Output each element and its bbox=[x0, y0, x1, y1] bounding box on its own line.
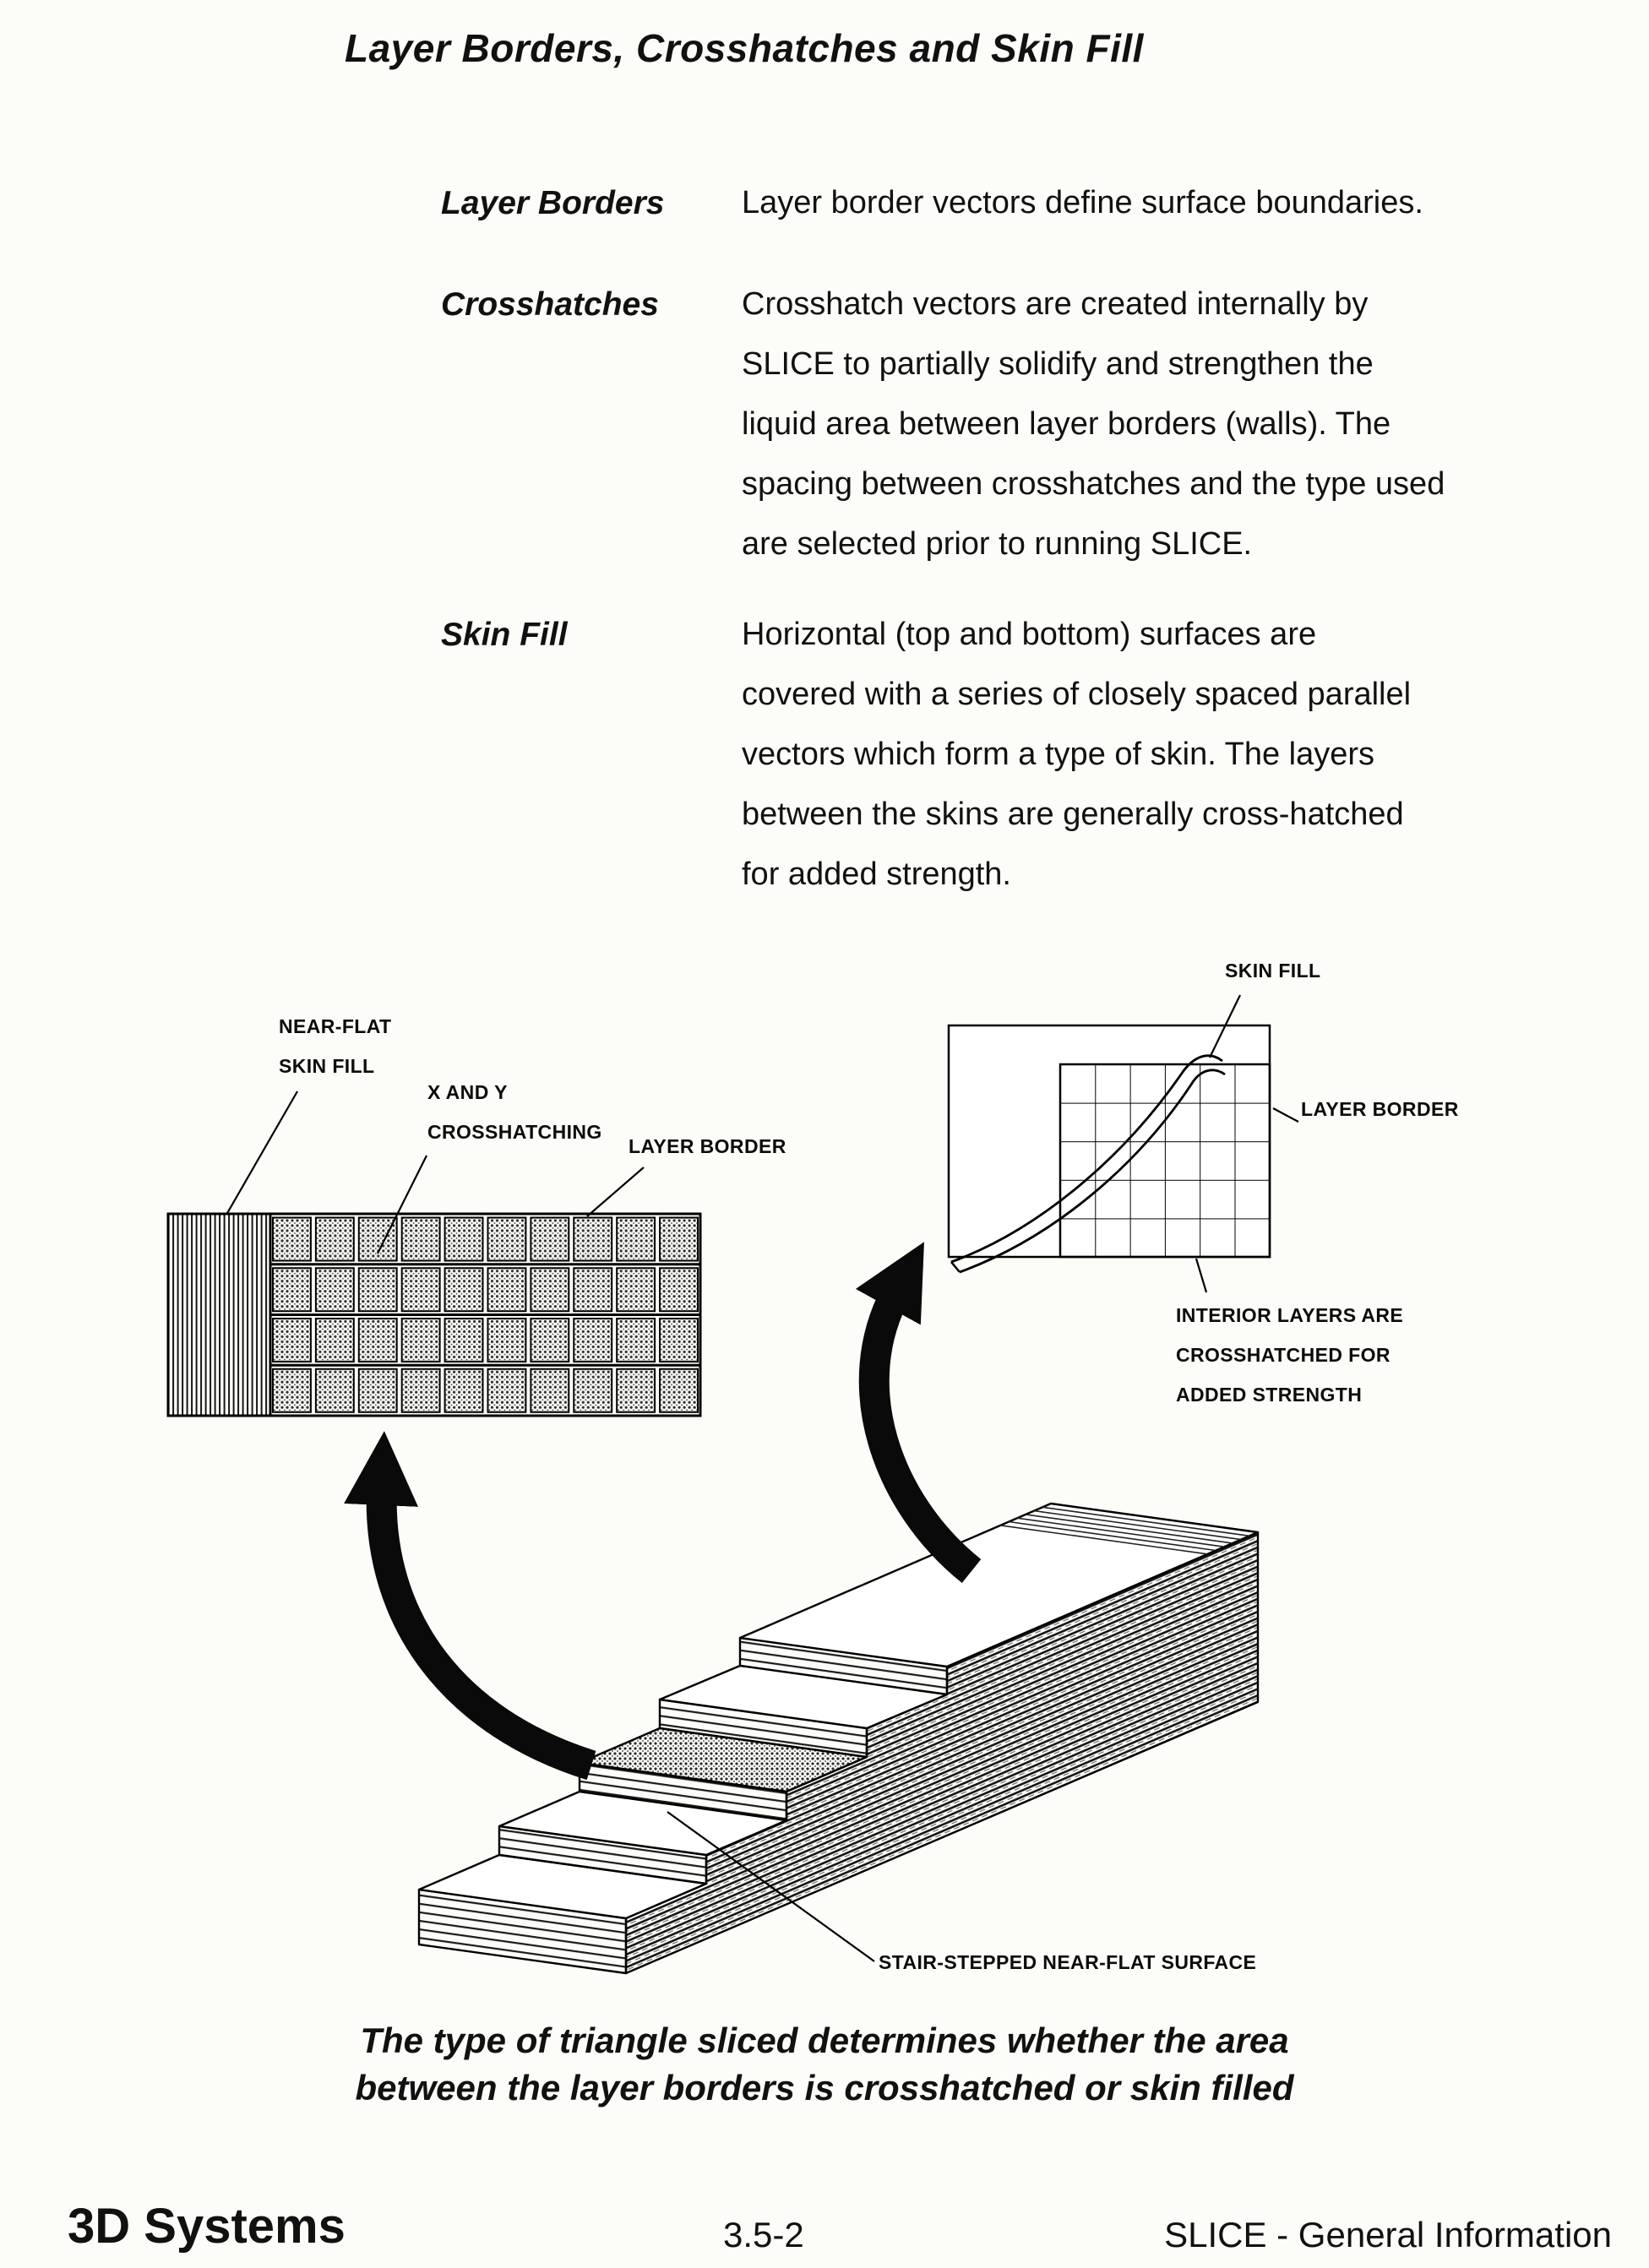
footer-page-number: 3.5-2 bbox=[723, 2215, 804, 2254]
definition-text: Horizontal (top and bottom) surfaces are covered with a series of closely spaced parallel vectors which form a type of skin. The layers between the skins are generally cross-hatched for added strength. bbox=[742, 617, 1412, 892]
label-x-and-y-crosshatching: X AND Y CROSSHATCHING bbox=[427, 1081, 602, 1143]
curved-arrow-to-left-detail bbox=[382, 1487, 591, 1765]
label-layer-border-left: LAYER BORDER bbox=[629, 1135, 786, 1157]
label-skin-fill: SKIN FILL bbox=[1225, 960, 1321, 982]
label-interior-layers: INTERIOR LAYERS ARE CROSSHATCHED FOR ADDED STRENGTH bbox=[1176, 1304, 1404, 1406]
figure-caption: The type of triangle sliced determines whether the area between the layer borders is crosshatched or skin filled bbox=[355, 2021, 1294, 2108]
definition-term: Layer Borders bbox=[441, 185, 665, 221]
skin-fill-curve-cap bbox=[951, 1262, 960, 1272]
leader-layer-border-right bbox=[1273, 1108, 1298, 1122]
page-title: Layer Borders, Crosshatches and Skin Fill bbox=[345, 26, 1144, 70]
label-layer-border-right: LAYER BORDER bbox=[1301, 1098, 1459, 1120]
slice-diagram bbox=[0, 895, 1649, 1993]
right-detail-view bbox=[949, 995, 1298, 1292]
leader-near-flat bbox=[226, 1091, 297, 1215]
label-stair-stepped-surface: STAIR-STEPPED NEAR-FLAT SURFACE bbox=[879, 1951, 1257, 1973]
definition-term: Skin Fill bbox=[441, 617, 568, 653]
leader-layer-border-left bbox=[587, 1167, 644, 1216]
label-near-flat-skin-fill: NEAR-FLAT SKIN FILL bbox=[279, 1015, 392, 1077]
definition-text: Layer border vectors define surface boundaries. bbox=[742, 185, 1423, 220]
curved-arrow-to-right-detail bbox=[874, 1291, 971, 1571]
leader-interior-layers bbox=[1196, 1259, 1206, 1292]
interior-crosshatch-grid bbox=[1060, 1064, 1270, 1257]
footer-section-title: SLICE - General Information bbox=[1164, 2215, 1612, 2254]
near-flat-skin-fill-area bbox=[168, 1214, 270, 1416]
definition-text: Crosshatch vectors are created internally by SLICE to partially solidify and strengthen the liquid area between layer borders (walls). The spacing between crosshatches and the type used are selected prior to running SLICE. bbox=[742, 286, 1445, 562]
footer-brand: 3D Systems bbox=[68, 2199, 346, 2254]
definition-term: Crosshatches bbox=[441, 286, 659, 323]
